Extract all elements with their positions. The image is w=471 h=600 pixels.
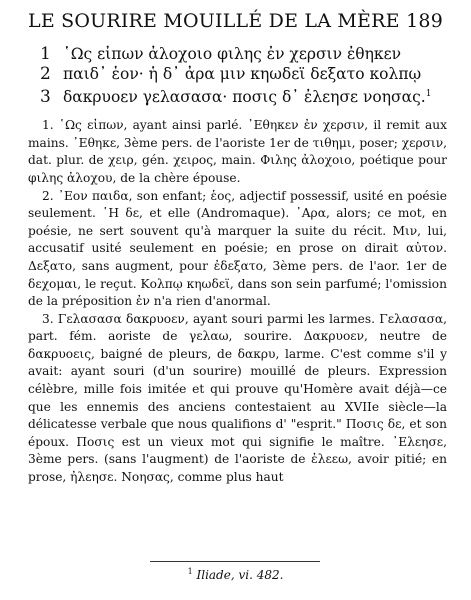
- verse-number: 1: [40, 44, 51, 64]
- footnote-reference[interactable]: 1: [425, 89, 432, 99]
- page-header: [28, 10, 447, 38]
- verse-line: [40, 64, 447, 84]
- note-paragraph: 3. Γελασασα δακρυοεν, ayant souri parmi les larmes. Γελασασα, part. fém. aoriste de γελαω, sourire. Δακρυοεν, neutre de δακρυοεις, baigné de pleurs, de δακρυ, larme. C'est comme s'il y avait: ayant souri (d'un sourire) mouillé de pleurs. Expression célèbre, mille fois imitée et qui prouve qu'Homère avait déjà—ce que les ennemis des anciens contestaient au XVIIe siècle—la délicatesse verbale que nous qualifions d' "esprit." Ποσις δε, et son époux. Ποσις est un vieux mot qui signifie le maître. ᾽Ελεησε, 3ème pers. (sans l'augment) de l'aoriste de ἐλεεω, avoir pitié; en prose, ἠλεησε. Νοησας, comme plus haut: [28, 311, 447, 485]
- verse-number: 3: [40, 87, 51, 108]
- footnote-divider: [150, 561, 320, 562]
- running-title: LE SOURIRE MOUILLÉ DE LA MÈRE: [28, 10, 400, 32]
- note-paragraph: 2. ᾽Εον παιδα, son enfant; ἑος, adjectif possessif, usité en poésie seulement. ῾Η δε, et elle (Andromaque). ᾽Αρα, alors; ce mot, en poésie, ne sert souvent qu'à marquer la suite du récit. Μιν, lui, accusatif usité seulement en poésie; en prose on dirait αὐτον. Δεξατο, sans augment, pour ἐδεξατο, 3ème pers. de l'aor. 1er de δεχομαι, le reçut. Κολπῳ κηωδεϊ, dans son sein parfumé; l'omission de la préposition ἐν n'a rien d'anormal.: [28, 188, 447, 309]
- commentary: [28, 117, 447, 486]
- verse-text: ῾Ως εἰπων ἀλοχοιο φιλης ἐν χερσιν ἐθηκεν: [62, 45, 402, 63]
- verse-line: [40, 84, 447, 107]
- footnote-text: Iliade, vi. 482.: [196, 568, 284, 582]
- footnote-mark: 1: [187, 567, 193, 576]
- verse-text: δακρυοεν γελασασα· ποσις δ᾽ ἐλεησε νοησας.: [62, 88, 426, 107]
- note-paragraph: 1. ῾Ως εἰπων, ayant ainsi parlé. ᾽Εθηκεν ἐν χερσιν, il remit aux mains. ᾽Εθηκε, 3ème pers. de l'aoriste 1er de τιθημι, poser; χερσιν, dat. plur. de χειρ, gén. χειρος, main. Φιλης ἀλοχοιο, poétique pour φιλης ἀλοχου, de la chère épouse.: [28, 118, 447, 185]
- footnote: [0, 567, 471, 582]
- page-number: 189: [406, 10, 443, 32]
- verse-text: παιδ᾽ ἑον· ἡ δ᾽ ἀρα μιν κηωδεϊ δεξατο κολπῳ: [62, 65, 422, 83]
- verse-number: 2: [40, 64, 51, 84]
- verse-line: [40, 44, 447, 64]
- greek-verses: [40, 44, 447, 107]
